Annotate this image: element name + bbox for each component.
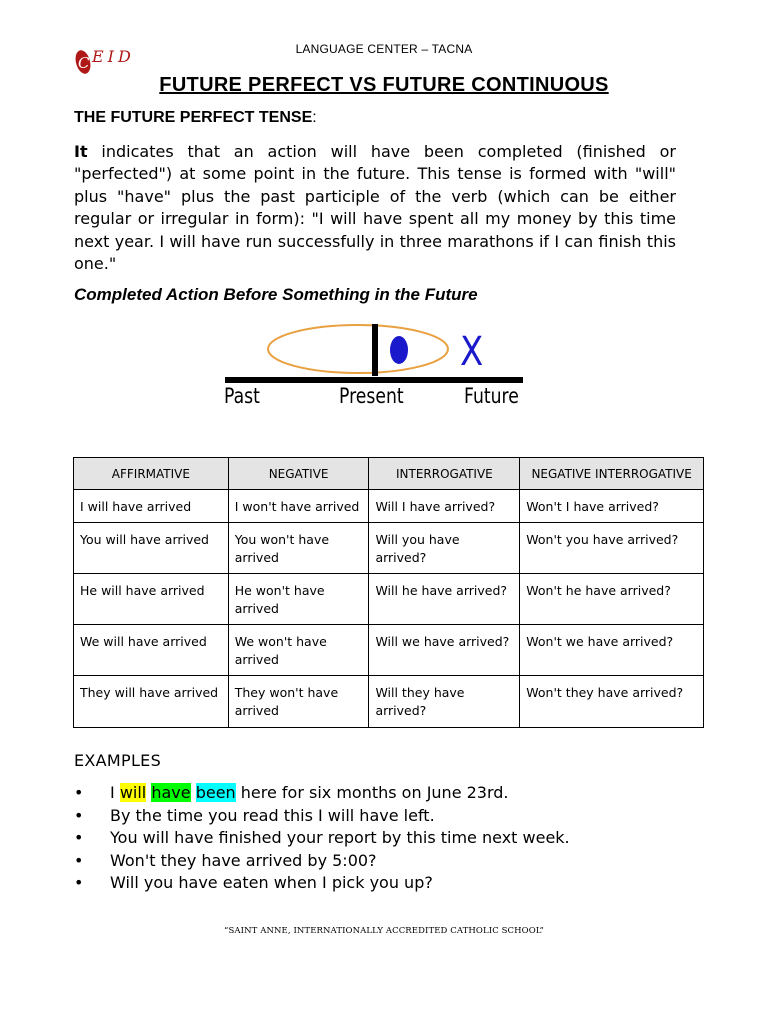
table-cell: Will you have arrived?	[369, 523, 520, 574]
highlight-will: will	[119, 783, 147, 802]
examples-heading: EXAMPLES	[74, 751, 162, 770]
table-cell: Will they have arrived?	[369, 676, 520, 728]
table-cell: I won't have arrived	[228, 490, 369, 523]
table-cell: He won't have arrived	[228, 574, 369, 625]
label-present: Present	[339, 384, 404, 408]
svg-text:EID: EID	[92, 47, 135, 66]
header-interrogative: INTERROGATIVE	[369, 458, 520, 490]
table-cell: Won't I have arrived?	[520, 490, 704, 523]
label-past: Past	[224, 384, 260, 408]
table-cell: Won't they have arrived?	[520, 676, 704, 728]
conjugation-table	[73, 457, 704, 728]
table-cell: They will have arrived	[74, 676, 229, 728]
school-footer: “SAINT ANNE, INTERNATIONALLY ACCREDITED CATHOLIC SCHOOL”	[224, 926, 544, 936]
table-cell: I will have arrived	[74, 490, 229, 523]
lead-word: It	[74, 142, 88, 161]
diagram-caption: Completed Action Before Something in the Future	[74, 285, 478, 304]
examples-list	[74, 782, 714, 895]
definition-paragraph	[74, 141, 676, 275]
table-row	[74, 574, 704, 625]
list-item: • By the time you read this I will have left.	[74, 805, 714, 828]
action-dot	[390, 336, 408, 364]
table-cell: You will have arrived	[74, 523, 229, 574]
svg-text:C: C	[78, 54, 90, 72]
table-row	[74, 625, 704, 676]
action-ellipse	[268, 325, 448, 373]
table-cell: We won't have arrived	[228, 625, 369, 676]
table-cell: We will have arrived	[74, 625, 229, 676]
timeline-axis	[225, 377, 523, 383]
table-cell: Won't he have arrived?	[520, 574, 704, 625]
table-cell: Won't you have arrived?	[520, 523, 704, 574]
table-cell: Won't we have arrived?	[520, 625, 704, 676]
list-item: • Will you have eaten when I pick you up?	[74, 872, 714, 895]
highlight-have: have	[151, 783, 191, 802]
table-cell: Will we have arrived?	[369, 625, 520, 676]
section-heading-text: THE FUTURE PERFECT TENSE	[74, 109, 313, 126]
table-cell: Will I have arrived?	[369, 490, 520, 523]
table-cell: They won't have arrived	[228, 676, 369, 728]
header-negative-interrogative: NEGATIVE INTERROGATIVE	[520, 458, 704, 490]
list-item: • Won't they have arrived by 5:00?	[74, 850, 714, 873]
table-row	[74, 490, 704, 523]
institution-header: LANGUAGE CENTER – TACNA	[295, 42, 473, 56]
table-row	[74, 676, 704, 728]
list-item: • You will have finished your report by this time next week.	[74, 827, 714, 850]
table-cell: You won't have arrived	[228, 523, 369, 574]
highlight-been: been	[195, 783, 236, 802]
header-affirmative: AFFIRMATIVE	[74, 458, 229, 490]
label-future: Future	[464, 384, 519, 408]
table-cell: Will he have arrived?	[369, 574, 520, 625]
header-negative: NEGATIVE	[228, 458, 369, 490]
page-title: FUTURE PERFECT VS FUTURE CONTINUOUS	[159, 74, 609, 96]
paragraph-text: indicates that an action will have been completed (finished or "perfected") at some point in the future. This tense is formed with "will" plus "have" plus the past participle of the verb (which can be either regular or irregular in form): "I will have spent all my money by this time next year. I will have run successfully in three marathons if I can finish this one."	[74, 142, 676, 274]
future-x-marker: X	[460, 328, 484, 375]
section-heading: THE FUTURE PERFECT TENSE:	[74, 109, 317, 126]
list-item: • I will have been here for six months on June 23rd.	[74, 782, 714, 805]
table-header-row	[74, 458, 704, 490]
table-row	[74, 523, 704, 574]
present-marker	[372, 324, 378, 376]
table-cell: He will have arrived	[74, 574, 229, 625]
